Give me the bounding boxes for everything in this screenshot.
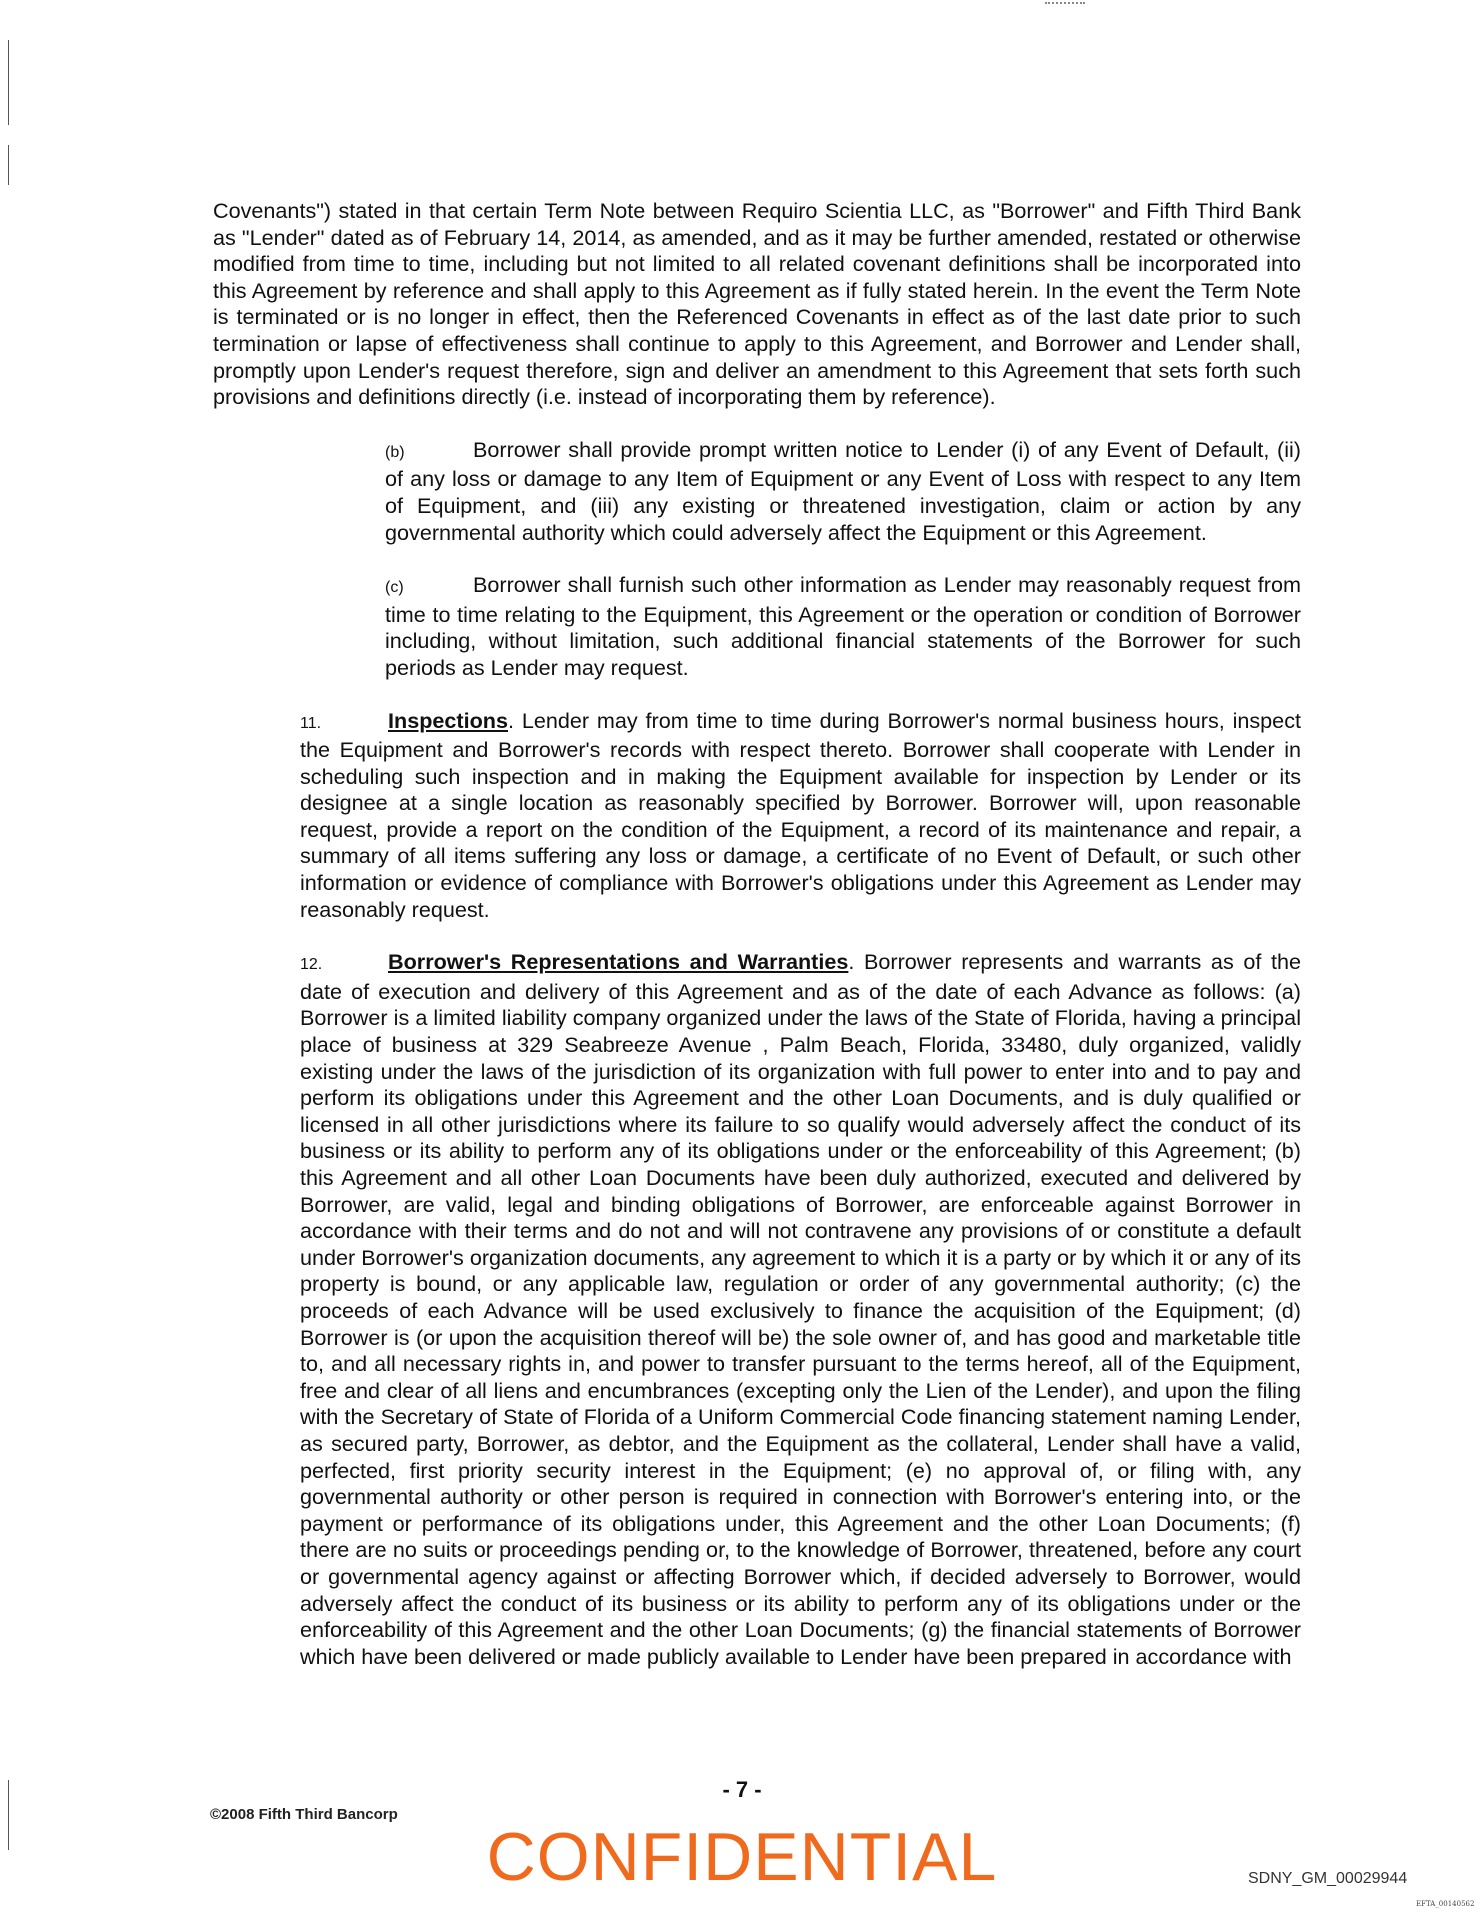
section-number: 12. <box>300 956 323 974</box>
confidential-stamp: CONFIDENTIAL <box>486 1819 998 1895</box>
subsection-text: Borrower shall furnish such other information as Lender may reasonably request from time to time relating to the Equipment, this Agreement or the operation or condition of Borrower including, without limitation, such additional financial statements of the Borrower for such periods as Lender may request. <box>385 572 1301 680</box>
scan-edge-mark <box>8 145 9 185</box>
subsection-c <box>213 572 1301 681</box>
page-number: - 7 - <box>722 1777 762 1802</box>
subsection-label: (c) <box>385 579 404 597</box>
section-text: . Borrower represents and warrants as of the date of execution and delivery of this Agreement and as of the date of each Advance as follows: (a) Borrower is a limited liability company organized under the laws of the State of Florida, having a principal place of business at 329 Seabreeze Avenue , Palm Beach, Florida, 33480, duly organized, validly existing under the laws of the jurisdiction of its organization with full power to enter into and to pay and perform its obligations under this Agreement and the other Loan Documents, and is duly qualified or licensed in all other jurisdictions where its failure to so qualify would adversely affect the conduct of its business or its ability to perform any of its obligations under or the enforceability of this Agreement; (b) this Agreement and all other Loan Documents have been duly authorized, executed and delivered by Borrower, are valid, legal and binding obligations of Borrower, are enforceable against Borrower in accordance with their terms and do not and will not contravene any provisions of or constitute a default under Borrower's organization documents, any agreement to which it is a party or by which it or any of its property is bound, or any applicable law, regulation or order of any governmental authority; (c) the proceeds of each Advance will be used exclusively to finance the acquisition of the Equipment; (d) Borrower is (or upon the acquisition thereof will be) the sole owner of, and has good and marketable title to, and all necessary rights in, and power to transfer pursuant to the terms hereof, all of the Equipment, free and clear of all liens and encumbrances (excepting only the Lien of the Lender), and upon the filing with the Secretary of State of Florida of a Uniform Commercial Code financing statement naming Lender, as secured party, Borrower, as debtor, and the Equipment as the collateral, Lender shall have a valid, perfected, first priority security interest in the Equipment; (e) no approval of, or filing with, any governmental authority or other person is required in connection with Borrower's entering into, or the payment or performance of its obligations under, this Agreement and the other Loan Documents; (f) there are no suits or proceedings pending or, to the knowledge of Borrower, threatened, before any court or governmental agency against or affecting Borrower which, if decided adversely to Borrower, would adversely affect the conduct of its business or its ability to perform any of its obligations under or the enforceability of this Agreement and the other Loan Documents; (g) the financial statements of Borrower which have been delivered or made publicly available to Lender have been prepared in accordance with <box>300 949 1301 1669</box>
section-number: 11. <box>300 714 322 732</box>
subsection-b <box>213 437 1301 546</box>
scan-edge-mark <box>8 40 9 125</box>
section-heading: Borrower's Representations and Warranties <box>388 949 849 975</box>
document-body <box>213 198 1301 1696</box>
copyright-notice: ©2008 Fifth Third Bancorp <box>210 1806 398 1823</box>
section-11 <box>213 708 1301 924</box>
scan-top-mark <box>1045 2 1085 6</box>
bates-number: SDNY_GM_00029944 <box>1248 1870 1408 1887</box>
section-heading: Inspections <box>388 707 508 733</box>
efta-number: EFTA_00140562 <box>1416 1900 1475 1908</box>
subsection-text: Borrower shall provide prompt written notice to Lender (i) of any Event of Default, (ii) of any loss or damage to any Item of Equipment or any Event of Loss with respect to any Item of Equipment, and (iii) any existing or threatened investigation, claim or action by any governmental authority which could adversely affect the Equipment or this Agreement. <box>385 436 1301 545</box>
paragraph-continuation: Covenants") stated in that certain Term Note between Requiro Scientia LLC, as "Borrower" and Fifth Third Bank as "Lender" dated as of February 14, 2014, as amended, and as it may be further amended, restated or otherwise modified from time to time, including but not limited to all related covenant definitions shall be incorporated into this Agreement by reference and shall apply to this Agreement as if fully stated herein. In the event the Term Note is terminated or is no longer in effect, then the Referenced Covenants in effect as of the last date prior to such termination or lapse of effectiveness shall continue to apply to this Agreement, and Borrower and Lender shall, promptly upon Lender's request therefore, sign and deliver an amendment to this Agreement that sets forth such provisions and definitions directly (i.e. instead of incorporating them by reference). <box>213 198 1301 410</box>
subsection-label: (b) <box>385 443 405 461</box>
section-12 <box>213 949 1301 1670</box>
section-text: . Lender may from time to time during Borrower's normal business hours, inspect the Equipment and Borrower's records with respect thereto. Borrower shall cooperate with Lender in scheduling such inspection and in making the Equipment available for inspection by Lender or its designee at a single location as reasonably specified by Borrower. Borrower will, upon reasonable request, provide a report on the condition of the Equipment, a record of its maintenance and repair, a summary of all items suffering any loss or damage, a certificate of no Event of Default, or such other information or evidence of compliance with Borrower's obligations under this Agreement as Lender may reasonably request. <box>300 707 1301 922</box>
